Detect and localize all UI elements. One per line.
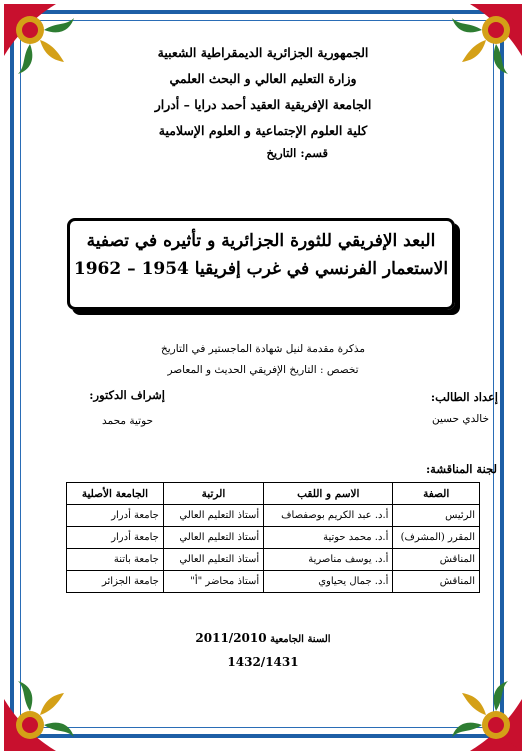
jury-role: الرئيس — [393, 505, 480, 527]
academic-year-gregorian: 2011/2010 — [195, 631, 267, 645]
ministry-name: وزارة التعليم العالي و البحث العلمي — [169, 71, 357, 86]
jury-university: جامعة باتنة — [67, 549, 164, 571]
jury-university: جامعة أدرار — [67, 527, 164, 549]
table-row — [67, 527, 480, 549]
jury-rank: أستاذ التعليم العالي — [163, 527, 263, 549]
jury-table — [66, 482, 480, 593]
specialization: تخصص : التاريخ الإفريقي الحديث و المعاصر — [167, 364, 359, 376]
jury-header-university: الجامعة الأصلية — [67, 483, 164, 505]
university-name: الجامعة الإفريقية العقيد أحمد درايا – أدرار — [154, 97, 372, 112]
faculty-name: كلية العلوم الإجتماعية و العلوم الإسلامية — [158, 123, 368, 138]
jury-rank: أستاذ التعليم العالي — [163, 505, 263, 527]
corner-ornament-bottom-right — [436, 665, 526, 755]
student-name: خالدي حسين — [432, 413, 489, 425]
jury-header-role: الصفة — [393, 483, 480, 505]
jury-rank: أستاذ محاضر "أ" — [163, 571, 263, 593]
jury-member-name: أ.د. عبد الكريم بوصفصاف — [264, 505, 393, 527]
jury-role: المقرر (المشرف) — [393, 527, 480, 549]
jury-member-name: أ.د. جمال يحياوي — [264, 571, 393, 593]
table-row — [67, 571, 480, 593]
supervisor-label: إشراف الدكتور: — [89, 388, 165, 402]
jury-member-name: أ.د. محمد حوتية — [264, 527, 393, 549]
academic-year-hijri: 1432/1431 — [227, 655, 299, 669]
jury-label: لجنة المناقشة: — [425, 462, 497, 476]
jury-role: المناقش — [393, 571, 480, 593]
jury-role: المناقش — [393, 549, 480, 571]
jury-header-rank: الرتبة — [163, 483, 263, 505]
jury-member-name: أ.د. يوسف مناصرية — [264, 549, 393, 571]
republic-name: الجمهورية الجزائرية الديمقراطية الشعبية — [157, 45, 369, 60]
corner-ornament-bottom-left — [0, 665, 90, 755]
jury-university: جامعة أدرار — [67, 505, 164, 527]
table-row — [67, 505, 480, 527]
jury-university: جامعة الجزائر — [67, 571, 164, 593]
thesis-title-line2: الاستعمار الفرنسي في غرب إفريقيا 1954 – 1962 — [73, 259, 449, 279]
jury-header-name: الاسم و اللقب — [264, 483, 393, 505]
department-name: قسم: التاريخ — [266, 146, 328, 160]
table-row — [67, 549, 480, 571]
academic-year-label: السنة الجامعية — [270, 634, 331, 645]
student-label: إعداد الطالب: — [430, 390, 498, 404]
thesis-title-line1: البعد الإفريقي للثورة الجزائرية و تأثيره في تصفية — [86, 231, 436, 251]
academic-year — [0, 631, 526, 645]
jury-table-header-row — [67, 483, 480, 505]
thesis-title-box — [67, 218, 455, 310]
supervisor-name: حوتية محمد — [102, 415, 153, 427]
degree-statement: مذكرة مقدمة لنيل شهادة الماجستير في التاريخ — [160, 343, 366, 355]
jury-rank: أستاذ التعليم العالي — [163, 549, 263, 571]
